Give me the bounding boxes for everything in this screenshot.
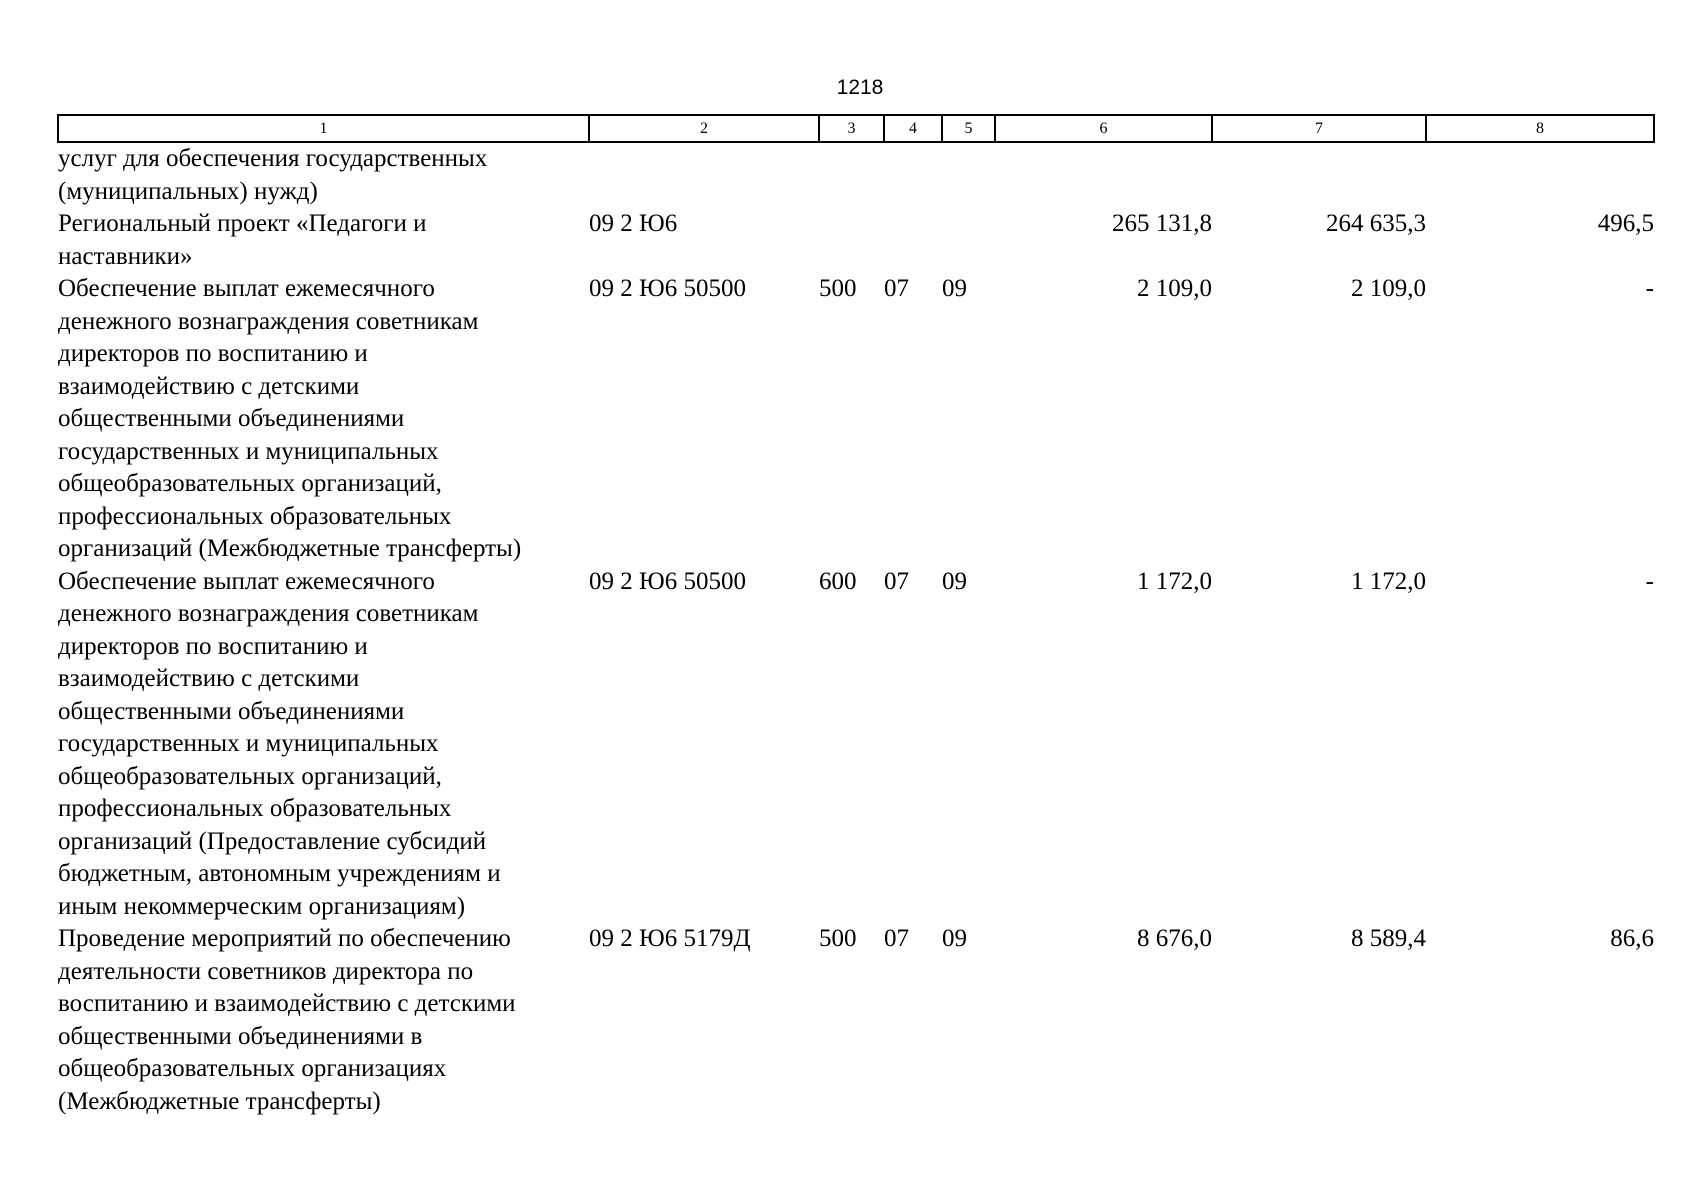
- row-name: Проведение мероприятий по обеспечению деятельности советников директора по воспитанию и взаимодействию с детскими общественными объединениями в общеобразовательных организациях (Межбюджетные трансферты): [58, 925, 516, 1115]
- row-code: [589, 142, 819, 208]
- row-value-7: 264 635,3: [1326, 210, 1426, 237]
- column-header-8: 8: [1426, 115, 1654, 142]
- row-code: 09 2 Ю6 5179Д: [589, 925, 751, 952]
- row-section: [884, 208, 942, 273]
- row-section: 07: [884, 925, 909, 952]
- column-header-3: 3: [819, 115, 884, 142]
- row-name: услуг для обеспечения государственных (муниципальных) нужд): [58, 145, 488, 205]
- table-body: [58, 142, 1654, 1118]
- row-name: Региональный проект «Педагоги и наставники»: [58, 210, 427, 270]
- column-header-1: 1: [58, 115, 589, 142]
- row-code: 09 2 Ю6 50500: [589, 275, 746, 302]
- row-value-8: -: [1645, 275, 1654, 302]
- row-name: Обеспечение выплат ежемесячного денежного вознаграждения советникам директоров по воспитанию и взаимодействию с детскими общественными объединениями государственных и муниципальных общеобразовательных организаций, профессиональных образовательных организаций (Предоставление субсидий бюджетным, автономным учреждениям и иным некоммерческим организациям): [58, 567, 501, 920]
- table-row: [58, 273, 1654, 566]
- row-section: [884, 142, 942, 208]
- row-value-7: [1212, 142, 1426, 208]
- table-row: [58, 142, 1654, 208]
- row-expense-type: 500: [819, 925, 857, 952]
- row-code: 09 2 Ю6: [589, 210, 678, 237]
- row-name: Обеспечение выплат ежемесячного денежного вознаграждения советникам директоров по воспитанию и взаимодействию с детскими общественными объединениями государственных и муниципальных общеобразовательных организаций, профессиональных образовательных организаций (Межбюджетные трансферты): [58, 275, 522, 562]
- column-header-5: 5: [942, 115, 995, 142]
- row-value-6: 1 172,0: [1137, 567, 1212, 595]
- row-subsection: [942, 142, 995, 208]
- row-subsection: 09: [942, 567, 967, 595]
- row-expense-type: [819, 142, 884, 208]
- row-value-6: [995, 142, 1212, 208]
- row-section: 07: [884, 275, 909, 302]
- header-row: [58, 115, 1654, 142]
- column-header-6: 6: [995, 115, 1212, 142]
- table-row: [58, 208, 1654, 273]
- row-value-8: [1426, 142, 1654, 208]
- row-expense-type: [819, 208, 884, 273]
- column-header-2: 2: [589, 115, 819, 142]
- row-value-6: 2 109,0: [1137, 275, 1212, 302]
- row-subsection: 09: [942, 275, 967, 302]
- row-section: 07: [884, 567, 909, 595]
- row-subsection: 09: [942, 925, 967, 952]
- row-value-6: 265 131,8: [1112, 210, 1212, 237]
- table-row: [58, 923, 1654, 1118]
- table-row: [58, 566, 1654, 924]
- page-number: 1218: [836, 76, 884, 99]
- row-expense-type: 600: [819, 567, 857, 595]
- row-subsection: [942, 208, 995, 273]
- row-value-8: 496,5: [1597, 210, 1654, 237]
- row-expense-type: 500: [819, 275, 857, 302]
- row-value-7: 2 109,0: [1351, 275, 1426, 302]
- row-value-8: 86,6: [1610, 925, 1654, 952]
- row-value-6: 8 676,0: [1137, 925, 1212, 952]
- table-header: [58, 115, 1654, 142]
- row-code: 09 2 Ю6 50500: [589, 567, 746, 595]
- budget-table: [57, 114, 1655, 1118]
- column-header-7: 7: [1212, 115, 1426, 142]
- column-header-4: 4: [884, 115, 942, 142]
- row-value-7: 8 589,4: [1351, 925, 1426, 952]
- row-value-7: 1 172,0: [1351, 567, 1426, 595]
- row-value-8: -: [1645, 567, 1654, 595]
